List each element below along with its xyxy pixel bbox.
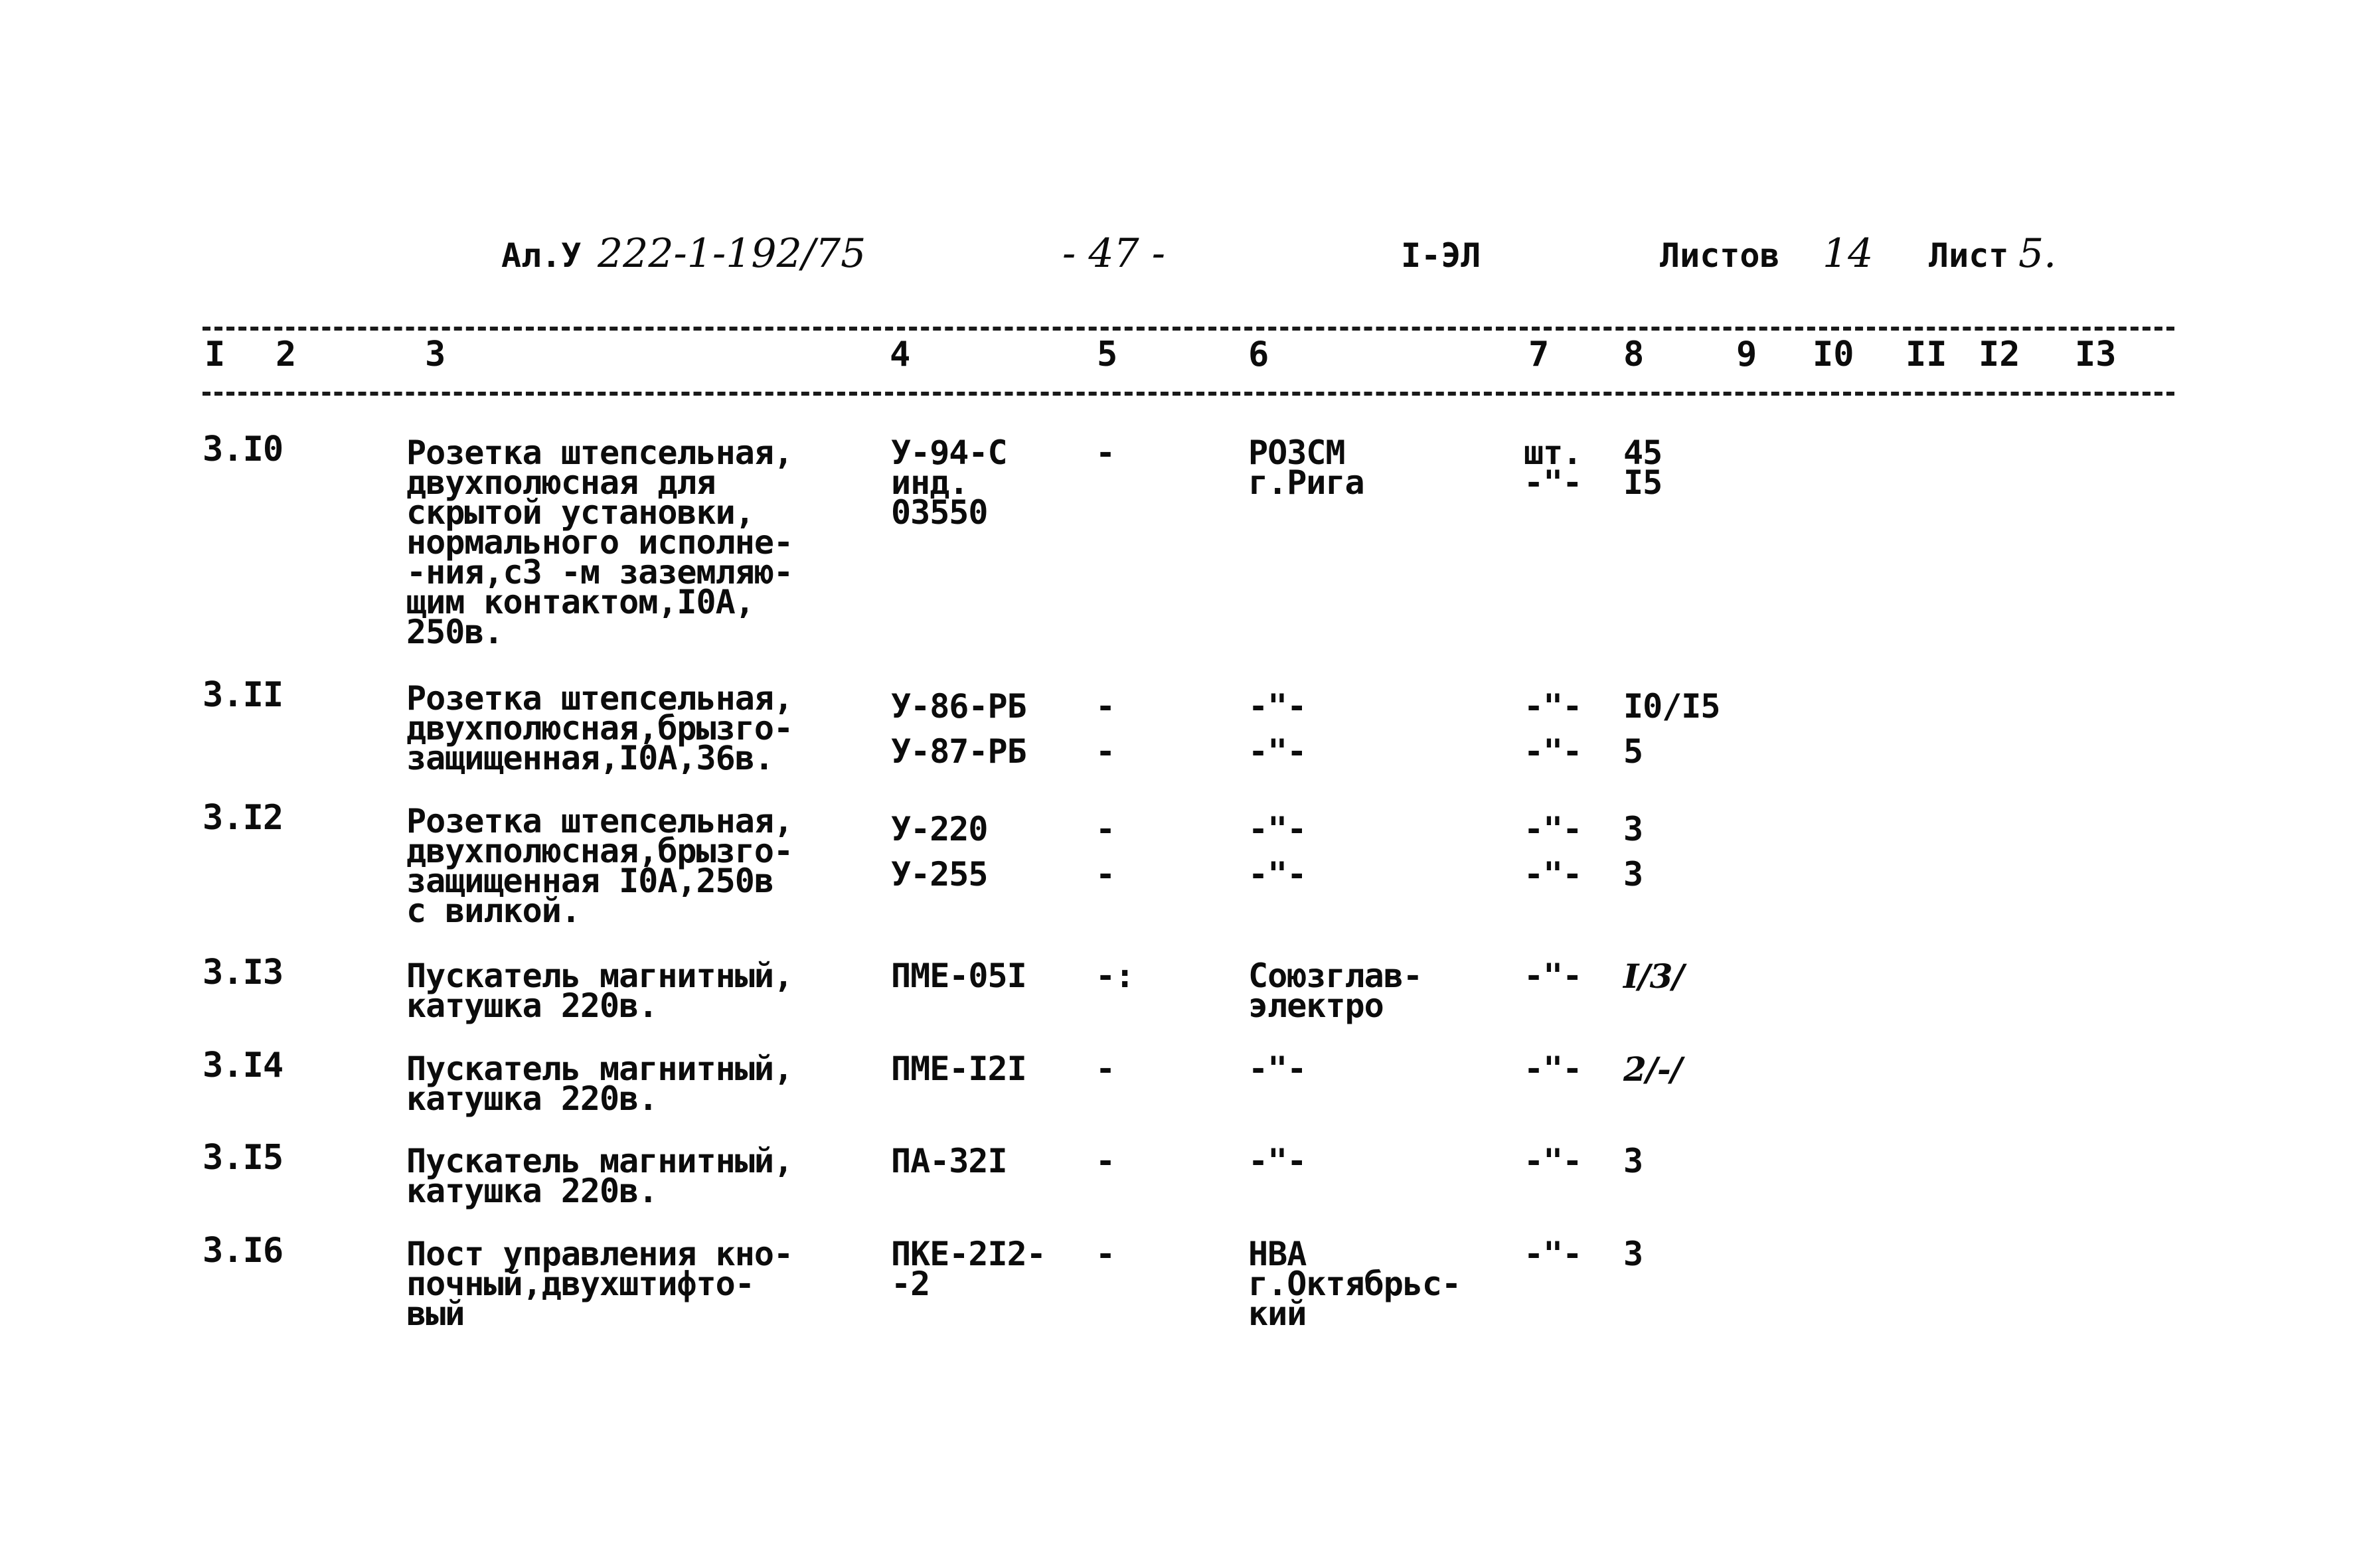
sheets-count: 14: [1823, 230, 1874, 277]
row-type: У-86-РБ У-87-РБ: [891, 687, 1026, 771]
row-col5: -: [1095, 1050, 1115, 1088]
row-manufacturer: Союзглав- электро: [1248, 957, 1422, 1025]
row-position: 3.II: [203, 675, 284, 715]
row-position: 3.I4: [203, 1046, 284, 1085]
column-number: II: [1906, 335, 1947, 374]
header-rule: [203, 392, 2174, 396]
row-position: 3.I6: [203, 1231, 284, 1271]
row-name: Пускатель магнитный, катушка 220в.: [406, 1050, 793, 1118]
column-number: 8: [1623, 335, 1645, 374]
row-manufacturer: -"- -"-: [1248, 687, 1307, 771]
top-rule: [203, 327, 2174, 331]
column-number: 7: [1528, 335, 1550, 374]
row-unit: шт. -"-: [1524, 433, 1582, 502]
row-name: Розетка штепсельная, двухполюсная,брызго- защищенная,I0А,36в.: [406, 679, 793, 777]
row-type: ПКЕ-2I2- -2: [891, 1235, 1046, 1303]
column-number: 9: [1736, 335, 1757, 374]
row-type: У-220 У-255: [891, 810, 988, 894]
row-quantity: I/3/: [1623, 957, 1684, 996]
row-manufacturer: -"-: [1248, 1142, 1307, 1180]
row-unit: -"-: [1524, 1142, 1582, 1180]
row-col5: -: [1095, 1235, 1115, 1273]
column-number: 6: [1248, 335, 1269, 374]
column-number: 2: [276, 335, 297, 374]
sheet-value: 5.: [2018, 230, 2057, 277]
sheet-label: Лист: [1929, 236, 2009, 275]
row-type: ПА-32I: [891, 1142, 1007, 1180]
row-manufacturer: НВА г.Октябрьс- кий: [1248, 1235, 1461, 1333]
album-code: 222-1-192/75: [598, 230, 866, 277]
column-number: I: [204, 335, 226, 374]
row-manufacturer: -"- -"-: [1248, 810, 1307, 894]
column-number: I2: [1979, 335, 2020, 374]
row-quantity: 3 3: [1623, 810, 1643, 894]
row-name: Пускатель магнитный, катушка 220в.: [406, 957, 793, 1025]
row-quantity: 3: [1623, 1142, 1643, 1180]
row-position: 3.I3: [203, 953, 284, 992]
album-label: Ал.У: [501, 236, 582, 275]
row-col5: -: [1095, 433, 1115, 472]
page-number: - 47 -: [1062, 230, 1166, 277]
row-name: Розетка штепсельная, двухполюсная для скрытой установки, нормального исполне- -ния,с3 -м заземляю- щим контактом,I0А, 250в.: [406, 433, 793, 651]
row-quantity: I0/I5 5: [1623, 687, 1720, 771]
row-type: У-94-С инд. 03550: [891, 433, 1007, 532]
column-number: I3: [2075, 335, 2117, 374]
column-number: 3: [425, 335, 446, 374]
row-unit: -"-: [1524, 957, 1582, 995]
row-unit: -"- -"-: [1524, 810, 1582, 894]
row-quantity: 2/-/: [1623, 1050, 1682, 1089]
row-unit: -"-: [1524, 1235, 1582, 1273]
row-col5: -: [1095, 1142, 1115, 1180]
row-position: 3.I0: [203, 430, 284, 469]
row-quantity: 45 I5: [1623, 433, 1663, 502]
row-col5: - -: [1095, 687, 1115, 771]
row-manufacturer: РОЗСМ г.Рига: [1248, 433, 1364, 502]
column-number: I0: [1813, 335, 1854, 374]
row-name: Пускатель магнитный, катушка 220в.: [406, 1142, 793, 1210]
row-type: ПМЕ-05I: [891, 957, 1026, 995]
sheets-label: Листов: [1660, 236, 1780, 275]
row-type: ПМЕ-I2I: [891, 1050, 1026, 1088]
row-position: 3.I2: [203, 798, 284, 838]
row-quantity: 3: [1623, 1235, 1643, 1273]
row-name: Пост управления кно- почный,двухштифто- вый: [406, 1235, 793, 1333]
row-position: 3.I5: [203, 1138, 284, 1178]
row-unit: -"- -"-: [1524, 687, 1582, 771]
row-name: Розетка штепсельная, двухполюсная,брызго- защищенная I0А,250в с вилкой.: [406, 802, 793, 930]
section-code: I-ЭЛ: [1401, 236, 1481, 275]
column-number: 5: [1097, 335, 1118, 374]
column-number: 4: [890, 335, 911, 374]
row-manufacturer: -"-: [1248, 1050, 1307, 1088]
row-unit: -"-: [1524, 1050, 1582, 1088]
row-col5: -:: [1095, 957, 1135, 995]
row-col5: - -: [1095, 810, 1115, 894]
